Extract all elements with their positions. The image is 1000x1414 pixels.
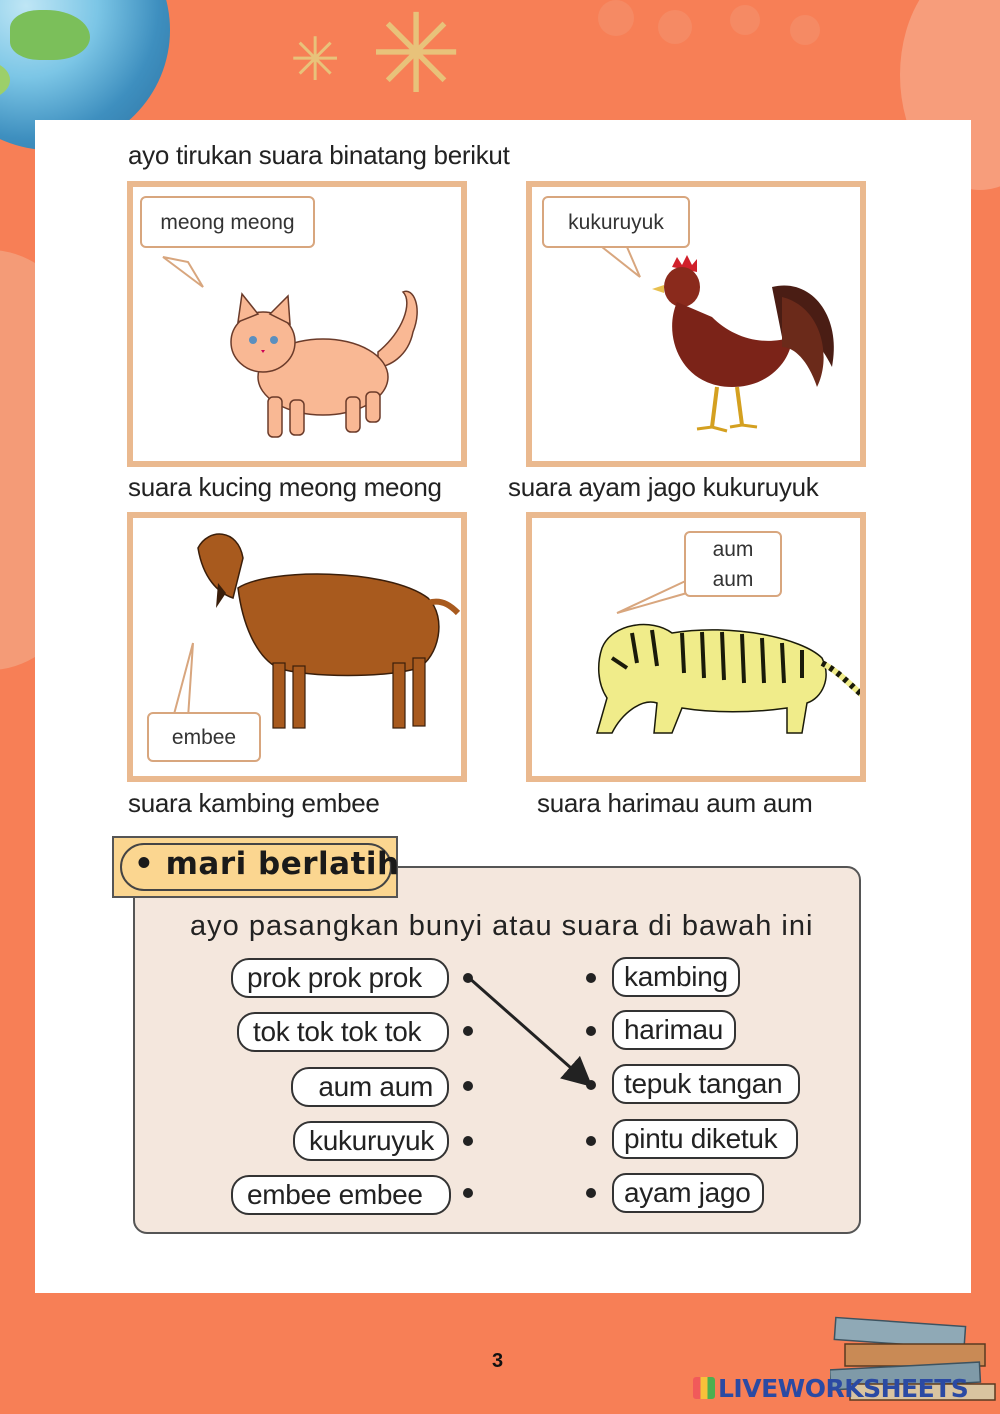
example-match-arrow	[460, 965, 600, 1095]
page-number: 3	[492, 1350, 504, 1372]
dot-decoration	[658, 10, 692, 44]
sparkle-decoration: ✳	[370, 0, 463, 118]
brand-text: LIVEWORKSHEETS	[718, 1374, 969, 1403]
dot-decoration	[598, 0, 634, 36]
page-heading: ayo tirukan suara binatang berikut	[128, 140, 510, 170]
tiger-bubble-line1: aum	[712, 538, 754, 561]
rooster-speech-bubble: kukuruyuk	[542, 196, 690, 248]
right-item-4[interactable]: pintu diketuk	[612, 1119, 798, 1159]
cat-caption: suara kucing meong meong	[128, 472, 442, 502]
brand-logo-icon	[693, 1377, 715, 1399]
goat-speech-bubble: embee	[147, 712, 261, 762]
right-dot-4[interactable]	[586, 1136, 596, 1146]
right-dot-5[interactable]	[586, 1188, 596, 1198]
tiger-caption: suara harimau aum aum	[537, 788, 813, 818]
left-item-3[interactable]: aum aum	[291, 1067, 449, 1107]
goat-caption: suara kambing embee	[128, 788, 380, 818]
left-dot-4[interactable]	[463, 1136, 473, 1146]
brand-logo	[693, 1374, 968, 1403]
left-item-4[interactable]: kukuruyuk	[293, 1121, 449, 1161]
left-item-1[interactable]: prok prok prok	[231, 958, 449, 998]
right-item-3[interactable]: tepuk tangan	[612, 1064, 800, 1104]
practice-instruction: ayo pasangkan bunyi atau suara di bawah ini	[190, 910, 814, 942]
rooster-caption: suara ayam jago kukuruyuk	[508, 472, 819, 502]
tiger-bubble-line2: aum	[712, 568, 754, 591]
cat-speech-bubble: meong meong	[140, 196, 315, 248]
right-item-2[interactable]: harimau	[612, 1010, 736, 1050]
left-item-5[interactable]: embee embee	[231, 1175, 451, 1215]
left-item-2[interactable]: tok tok tok tok	[237, 1012, 449, 1052]
tiger-speech-bubble	[684, 531, 782, 597]
right-item-1[interactable]: kambing	[612, 957, 740, 997]
right-item-5[interactable]: ayam jago	[612, 1173, 764, 1213]
sparkle-decoration: ✳	[290, 25, 341, 95]
practice-title: • mari berlatih	[134, 846, 400, 882]
left-dot-5[interactable]	[463, 1188, 473, 1198]
dot-decoration	[790, 15, 820, 45]
dot-decoration	[730, 5, 760, 35]
